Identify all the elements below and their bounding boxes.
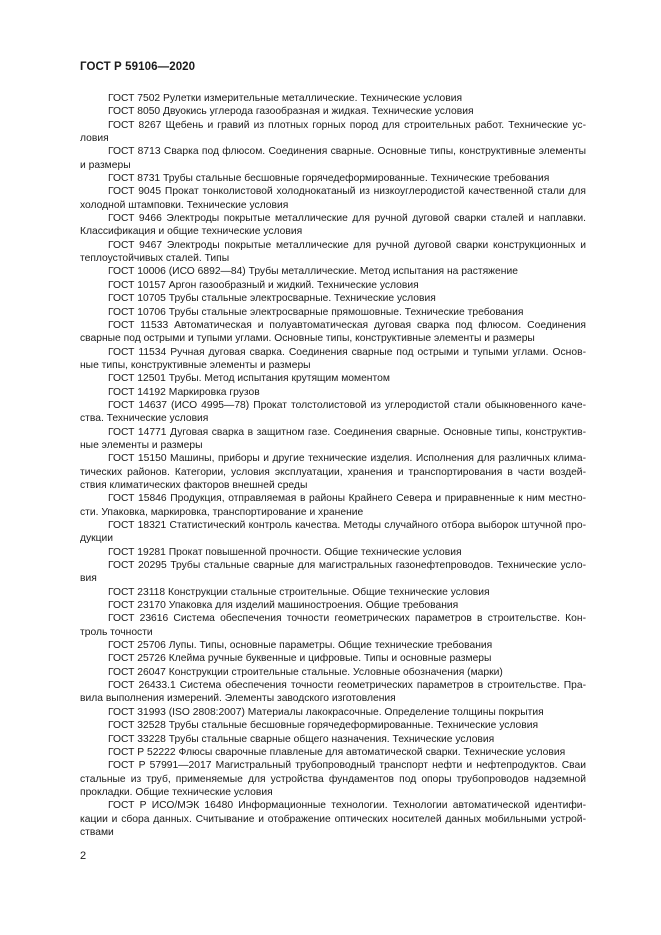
reference-item: ГОСТ 14637 (ИСО 4995—78) Прокат толстолистовой из углеродистой стали обыкновенного качества. Технические условия: [80, 399, 586, 425]
reference-item: ГОСТ 25726 Клейма ручные буквенные и цифровые. Типы и основные размеры: [108, 653, 492, 665]
page-number: 2: [80, 850, 87, 862]
reference-item: ГОСТ 10705 Трубы стальные электросварные. Технические условия: [108, 293, 436, 305]
reference-item: ГОСТ Р ИСО/МЭК 16480 Информационные технологии. Технологии автоматической идентификации и сбора данных. Считывание и отображение оптических носителей данных мобильными устройствами: [80, 800, 586, 838]
reference-item: ГОСТ 10706 Трубы стальные электросварные прямошовные. Технические требования: [108, 306, 524, 318]
reference-item: ГОСТ 33228 Трубы стальные сварные общего назначения. Технические условия: [108, 733, 495, 745]
reference-item: ГОСТ 10157 Аргон газообразный и жидкий. Технические условия: [108, 279, 419, 291]
reference-item: ГОСТ 8731 Трубы стальные бесшовные горячедеформированные. Технические требования: [108, 173, 550, 185]
reference-item: ГОСТ 11533 Автоматическая и полуавтоматическая дуговая сварка под флюсом. Соединения сварные под острыми и тупыми углами. Основные типы, конструктивные элементы и размеры: [80, 319, 586, 345]
reference-item: ГОСТ 23616 Система обеспечения точности геометрических параметров в строительстве. Контроль точности: [80, 613, 586, 638]
reference-item: ГОСТ 32528 Трубы стальные бесшовные горячедеформированные. Технические условия: [108, 720, 539, 732]
document-header: ГОСТ Р 59106—2020: [80, 61, 196, 73]
reference-item: ГОСТ 25706 Лупы. Типы, основные параметры. Общие технические требования: [108, 640, 493, 652]
normative-references-list: [80, 92, 586, 839]
reference-item: ГОСТ Р 52222 Флюсы сварочные плавленые для автоматической сварки. Технические условия: [108, 746, 566, 758]
reference-item: ГОСТ 8267 Щебень и гравий из плотных горных пород для строительных работ. Технические условия: [80, 119, 586, 145]
reference-item: ГОСТ 7502 Рулетки измерительные металлические. Технические условия: [108, 93, 463, 104]
reference-item: ГОСТ 8713 Сварка под флюсом. Соединения сварные. Основные типы, конструктивные элементы и размеры: [80, 146, 586, 171]
reference-item: ГОСТ 20295 Трубы стальные сварные для магистральных газонефтепроводов. Технические условия: [80, 560, 586, 585]
reference-item: ГОСТ 9466 Электроды покрытые металлические для ручной дуговой сварки сталей и наплавки. Классификация и общие технические условия: [80, 213, 586, 238]
reference-item: ГОСТ 14771 Дуговая сварка в защитном газе. Соединения сварные. Основные типы, конструктивные элементы и размеры: [80, 426, 586, 451]
reference-item: ГОСТ 31993 (ISO 2808:2007) Материалы лакокрасочные. Определение толщины покрытия: [108, 706, 544, 718]
reference-item: ГОСТ 26047 Конструкции строительные стальные. Условные обозначения (марки): [108, 666, 503, 678]
reference-item: ГОСТ 23118 Конструкции стальные строительные. Общие технические условия: [108, 586, 490, 598]
reference-item: ГОСТ 19281 Прокат повышенной прочности. Общие технические условия: [108, 546, 462, 558]
reference-item: ГОСТ 23170 Упаковка для изделий машиностроения. Общие требования: [108, 600, 459, 612]
reference-item: ГОСТ 9467 Электроды покрытые металлические для ручной дуговой сварки конструкционных и теплоустойчивых сталей. Типы: [80, 239, 586, 265]
reference-item: ГОСТ 12501 Трубы. Метод испытания крутящим моментом: [108, 373, 390, 385]
reference-item: ГОСТ 11534 Ручная дуговая сварка. Соединения сварные под острыми и тупыми углами. Основные типы, конструктивные элементы и размеры: [80, 346, 586, 371]
reference-item: ГОСТ 18321 Статистический контроль качества. Методы случайного отбора выборок штучной продукции: [80, 520, 586, 545]
reference-item: ГОСТ 9045 Прокат тонколистовой холоднокатаный из низкоуглеродистой качественной стали для холодной штамповки. Технические условия: [80, 186, 586, 211]
reference-item: ГОСТ 15846 Продукция, отправляемая в районы Крайнего Севера и приравненные к ним местности. Упаковка, маркировка, транспортирование и хранение: [80, 493, 586, 518]
reference-item: ГОСТ 26433.1 Система обеспечения точности геометрических параметров в строительстве. Правила выполнения измерений. Элементы заводского изготовления: [80, 680, 586, 705]
reference-item: ГОСТ Р 57991—2017 Магистральный трубопроводный транспорт нефти и нефтепродуктов. Сваи стальные из труб, применяемые для устройства фундаментов под опоры трубопроводов надземной прокладки. Общие технические условия: [80, 760, 586, 798]
reference-item: ГОСТ 8050 Двуокись углерода газообразная и жидкая. Технические условия: [108, 106, 474, 118]
reference-item: ГОСТ 10006 (ИСО 6892—84) Трубы металлические. Метод испытания на растяжение: [108, 266, 518, 278]
reference-item: ГОСТ 14192 Маркировка грузов: [108, 386, 260, 398]
reference-item: ГОСТ 15150 Машины, приборы и другие технические изделия. Исполнения для различных климатических районов. Категории, условия эксплуатации, хранения и транспортирования в части воздействия климатических факторов внешней среды: [80, 453, 586, 491]
